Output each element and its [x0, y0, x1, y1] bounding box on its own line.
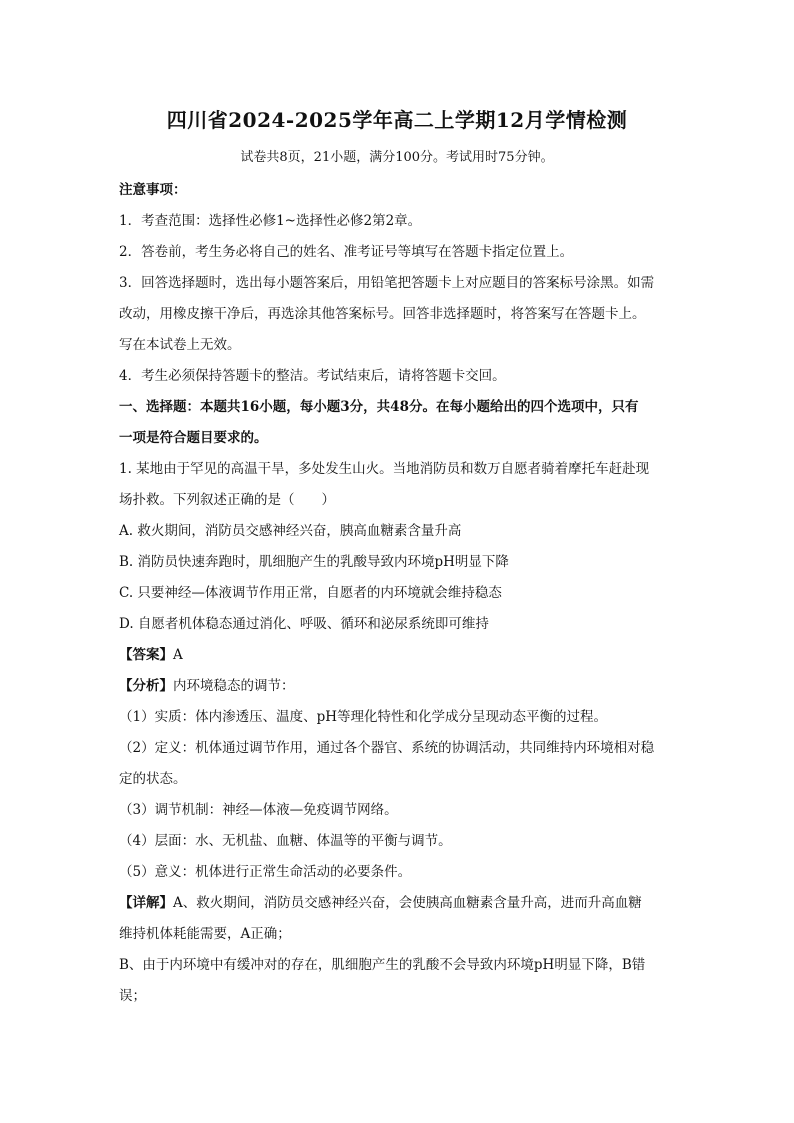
- detail-item: 维持机体耗能需要，A正确；: [119, 926, 291, 942]
- notice-line: 4．考生必须保持答题卡的整洁。考试结束后，请将答题卡交回。: [119, 368, 506, 384]
- notice-heading: 注意事项：: [119, 182, 187, 198]
- question-stem: 1. 某地由于罕见的高温干旱，多处发生山火。当地消防员和数万自愿者骑着摩托车赶赴现: [119, 461, 650, 477]
- analysis-tag: 【分析】: [119, 678, 173, 694]
- notice-line: 写在本试卷上无效。: [119, 337, 241, 353]
- notice-line: 1．考查范围：选择性必修1~选择性必修2第2章。: [119, 213, 422, 229]
- analysis-item: （4）层面：水、无机盐、血糖、体温等的平衡与调节。: [119, 833, 452, 849]
- detail-item: B、由于内环境中有缓冲对的存在，肌细胞产生的乳酸不会导致内环境pH明显下降，B错: [119, 957, 646, 973]
- page-title: 四川省2024-2025学年高二上学期12月学情检测: [166, 108, 628, 132]
- analysis-item: （2）定义：机体通过调节作用，通过各个器官、系统的协调活动，共同维持内环境相对稳: [119, 740, 655, 756]
- analysis-item: 定的状态。: [119, 771, 187, 787]
- detail-item: 误；: [119, 988, 146, 1004]
- notice-line: 改动，用橡皮擦干净后，再选涂其他答案标号。回答非选择题时，将答案写在答题卡上。: [119, 306, 646, 322]
- option-c: C. 只要神经—体液调节作用正常，自愿者的内环境就会维持稳态: [119, 585, 502, 601]
- option-a: A. 救火期间，消防员交感神经兴奋，胰高血糖素含量升高: [119, 523, 462, 539]
- notice-line: 3．回答选择题时，选出每小题答案后，用铅笔把答题卡上对应题目的答案标号涂黑。如需: [119, 275, 655, 291]
- exam-info: 试卷共8页，21小题，满分100分。考试用时75分钟。: [240, 150, 554, 165]
- analysis-item: （5）意义：机体进行正常生命活动的必要条件。: [119, 864, 412, 880]
- document-body: [119, 175, 679, 1012]
- answer-value: A: [173, 647, 183, 663]
- detail-tag: 【详解】: [119, 895, 173, 911]
- notice-line: 2．答卷前，考生务必将自己的姓名、准考证号等填写在答题卡指定位置上。: [119, 244, 574, 260]
- analysis-line: [119, 671, 679, 702]
- option-d: D. 自愿者机体稳态通过消化、呼吸、循环和泌尿系统即可维持: [119, 616, 489, 632]
- detail-first: A、救火期间，消防员交感神经兴奋，会使胰高血糖素含量升高，进而升高血糖: [173, 895, 642, 911]
- answer-tag: 【答案】: [119, 647, 173, 663]
- option-b: B. 消防员快速奔跑时，肌细胞产生的乳酸导致内环境pH明显下降: [119, 554, 509, 570]
- question-stem: 场扑救。下列叙述正确的是（ ）: [119, 492, 335, 508]
- section-heading: 一、选择题：本题共16小题，每小题3分，共48分。在每小题给出的四个选项中，只有: [119, 399, 639, 415]
- analysis-intro: 内环境稳态的调节：: [173, 678, 295, 694]
- analysis-item: （3）调节机制：神经—体液—免疫调节网络。: [119, 802, 398, 818]
- analysis-item: （1）实质：体内渗透压、温度、pH等理化特性和化学成分呈现动态平衡的过程。: [119, 709, 608, 725]
- answer-line: [119, 640, 679, 671]
- section-heading: 一项是符合题目要求的。: [119, 430, 268, 446]
- detail-line: [119, 888, 679, 919]
